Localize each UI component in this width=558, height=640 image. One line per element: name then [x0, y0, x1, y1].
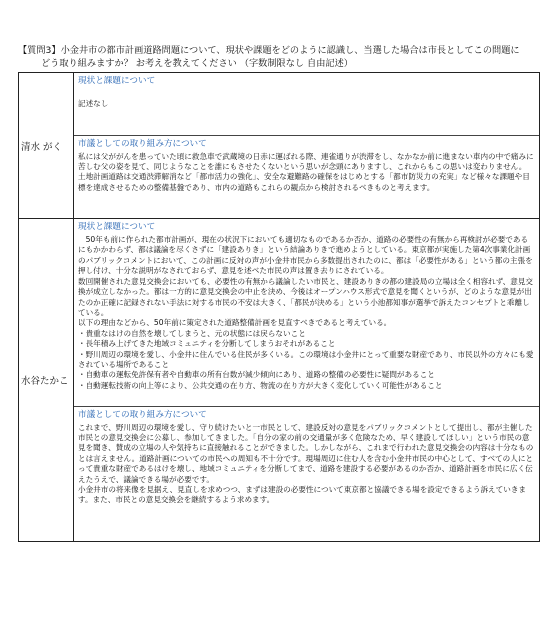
section-body: 50年も前に作られた都市計画が、現在の状況下においても適切なものであるか否か、道路の必要性の有無から再検討が必要であるにもかかわらず、都は議論を尽くさずに「建設ありき」という結論ありきで進めようとしている。東京都が実施した第4次事業化計画のパブリックコメントにおいて、この計画に反対の声が小金井市民から多数提出されたのに、都は「必要性がある」という都の主張を押し付け、十分な説明がなされておらず、意見を述べた市民の声は置き去りにされている。 数回開催された意見交換会においても、必要性の有無から議論したい市民と、建設ありきの都の建設局の立場は全く相容れず、意見交換が成立しなかった。都は一方的に意見交換会の中止を決め、今後はオープンハウス形式で意見を聞くというが、どのような意見が出たのか正確に記録されない手法に対する市民の不安は大きく、「都民が決める」という小池都知事が選挙で訴えたコンセプトと乖離している。 以下の理由などから、50年前に策定された道路整備計画を見直すべきであると考えている。 ・貴重なはけの自然を壊してしまうと、元の状態には戻らないこと ・長年積み上げてきた地域コミュニティを分断してしまうおそれがあること ・野川周辺の環境を愛し、小金井に住んでいる住民が多くいる。この環境は小金井にとって重要な財産であり、市民以外の方々にも愛されている場所であること ・自動車の運転免許保有者や自動車の所有台数が減少傾向にあり、道路の整備の必要性に疑問があること ・自動運転技術の向上等により、公共交通の在り方、物流の在り方が大きく変化していく可能性があること	[78, 235, 534, 390]
answer-cell	[74, 219, 540, 542]
section-heading: 市議としての取り組み方について	[78, 409, 207, 420]
question-line-2: どう取り組みますか？ お考えを教えてください （字数制限なし 自由記述）	[41, 58, 353, 69]
answers-table	[18, 72, 540, 542]
question-line-1: 【質問3】小金井市の都市計画道路問題について、現状や課題をどのように認識し、当選した場合は市長としてこの問題に	[18, 45, 520, 56]
answer-cell	[74, 73, 540, 219]
table-row	[19, 219, 540, 542]
section-body: これまで、野川周辺の環境を愛し、守り続けたいと一市民として、建設反対の意見をパブリックコメントとして提出し、都が主催した市民との意見交換会に公募し、参加してきました。「自分の家の前の交通量が多く危険なため、早く建設してほしい」という市民の意見を聞き、賛成の立場の人や気持ちに直接触れることができました。しかしながら、これまで行われた意見交換会の内容は十分なものとは言えません。道路計画についての市民への周知も不十分です。現場周辺に住む人を含む小金井市民の中心として、すべての人にとって貴重な財産であるはけを壊し、地域コミュニティを分断してまで、道路を建設する必要があるのか否か、道路計画を市民に広く伝えたうえで、議論できる場が必要です。 小金井市の将来像を見据え、見直しを求めつつ、まずは建設の必要性について東京都と協議できる場を設定できるよう訴えていきます。また、市民との意見交換会を継続するよう求めます。	[78, 422, 534, 505]
answer-section	[74, 406, 539, 541]
table-row	[19, 73, 540, 219]
question-block	[18, 44, 538, 70]
section-body: 私には父ががんを患っていた頃に救急車で武蔵境の日赤に運ばれる際、連雀通りが渋滞をし、なかなか前に進まない車内の中で痛みに苦しむ父の姿を見て、同じようなことを誰にもさせたくないという思いが念頭にありますし、これからもこの思いは変わりません。 土地計画道路は交通渋滞解消など「都市活力の強化」、安全な避難路の確保をはじめとする「都市防災力の充実」など様々な課題や目標を達成させるための整備基盤であり、市内の道路もこれらの観点から検討されるべきものと考えます。	[78, 151, 534, 192]
answer-section	[74, 219, 539, 406]
candidate-name: 清水 がく	[19, 73, 74, 219]
section-body: 記述なし	[78, 99, 109, 109]
section-heading: 市議としての取り組み方について	[78, 138, 207, 149]
candidate-name: 水谷たかこ	[19, 219, 74, 542]
answer-section	[74, 73, 539, 135]
answer-section	[74, 135, 539, 218]
section-heading: 現状と課題について	[78, 76, 156, 86]
section-heading: 現状と課題について	[78, 222, 156, 233]
